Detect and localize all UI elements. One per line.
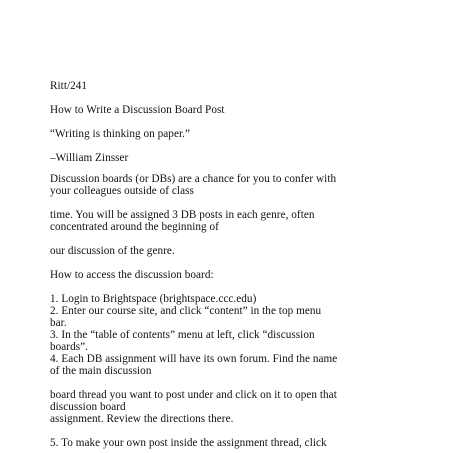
intro-line-1: Discussion boards (or DBs) are a chance for you to confer with bbox=[50, 173, 337, 185]
intro-line-3: time. You will be assigned 3 DB posts in each genre, often bbox=[50, 209, 315, 221]
step-4-line-4: discussion board bbox=[50, 401, 126, 413]
step-1: 1. Login to Brightspace (brightspace.ccc.edu) bbox=[50, 293, 257, 305]
quote-author: –William Zinsser bbox=[50, 152, 129, 164]
step-5-line-1: 5. To make your own post inside the assignment thread, click bbox=[50, 437, 327, 449]
step-4-line-2: of the main discussion bbox=[50, 365, 152, 377]
course-code: Ritt/241 bbox=[50, 80, 88, 92]
document-title: How to Write a Discussion Board Post bbox=[50, 104, 225, 116]
step-4-line-1: 4. Each DB assignment will have its own forum. Find the name bbox=[50, 353, 338, 365]
intro-line-4: concentrated around the beginning of bbox=[50, 221, 219, 233]
step-4-line-3: board thread you want to post under and click on it to open that bbox=[50, 389, 337, 401]
intro-line-2: your colleagues outside of class bbox=[50, 185, 194, 197]
step-2-line-1: 2. Enter our course site, and click “content” in the top menu bbox=[50, 305, 322, 317]
step-3-line-2: boards”. bbox=[50, 341, 88, 353]
step-4-line-5: assignment. Review the directions there. bbox=[50, 413, 234, 425]
access-heading: How to access the discussion board: bbox=[50, 269, 214, 281]
step-3-line-1: 3. In the “table of contents” menu at left, click “discussion bbox=[50, 329, 315, 341]
quote-text: “Writing is thinking on paper.” bbox=[50, 128, 190, 140]
step-2-line-2: bar. bbox=[50, 317, 67, 329]
intro-line-5: our discussion of the genre. bbox=[50, 245, 175, 257]
